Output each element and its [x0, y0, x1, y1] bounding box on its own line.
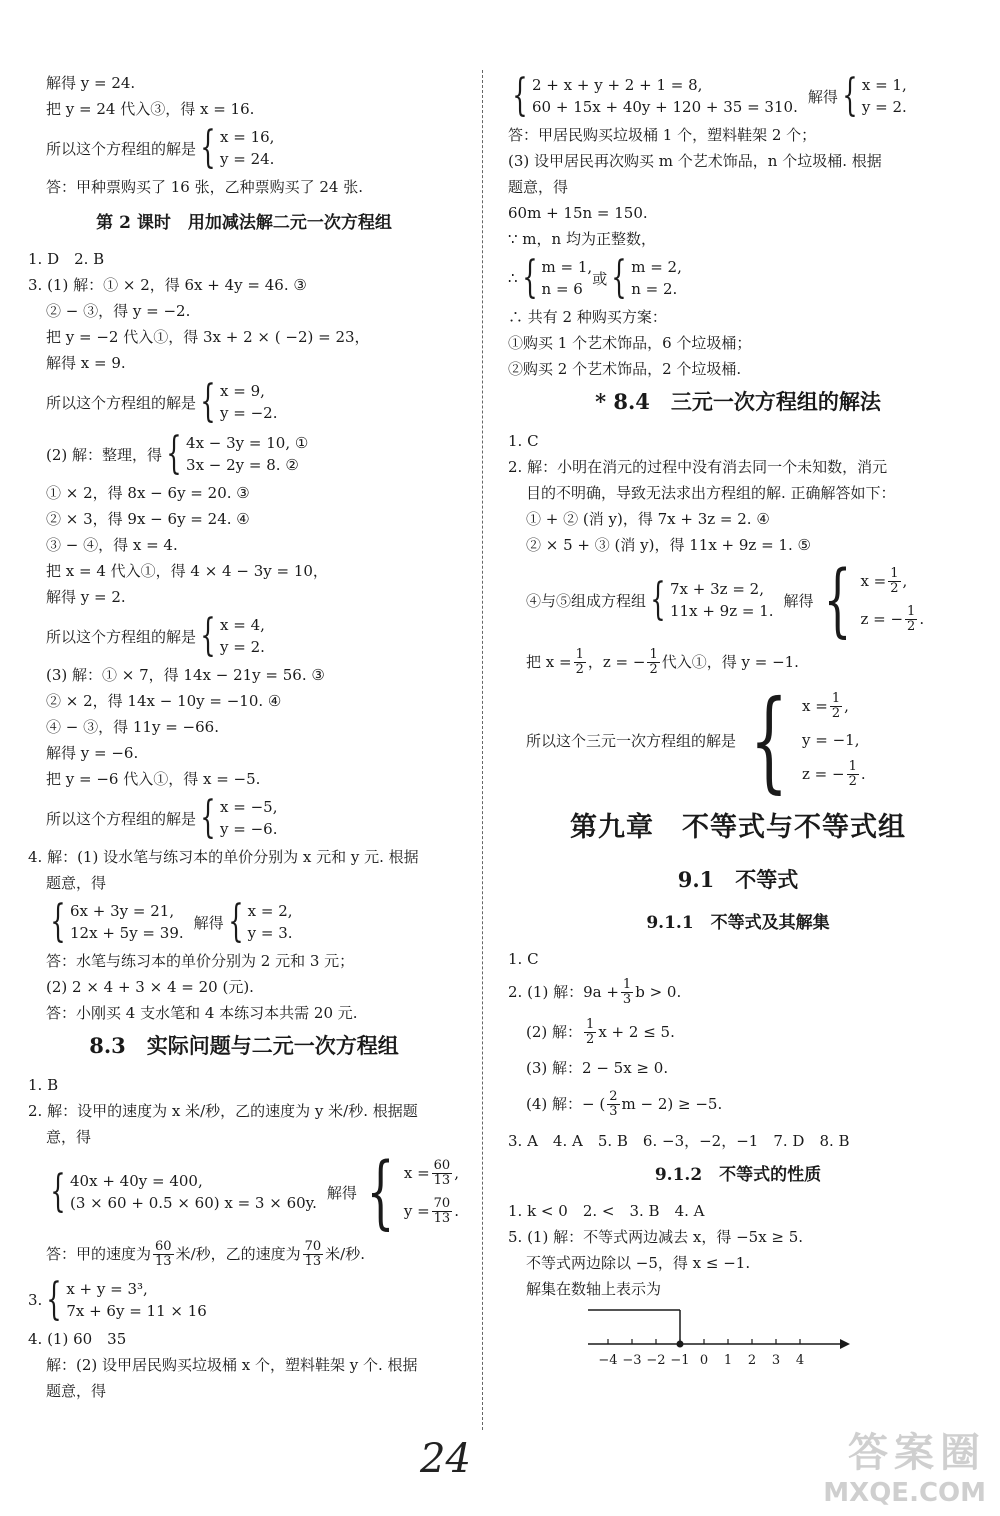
answer-line: 1. C	[508, 950, 539, 968]
section-title: 8.3 实际问题与二元一次方程组	[89, 1033, 399, 1058]
equation-system: 所以这个方程组的解是 { x = 9, y = −2.	[46, 376, 278, 427]
text-line: 60m + 15n = 150.	[508, 204, 648, 222]
left-column	[28, 70, 460, 1404]
answer-line: 3. A 4. A 5. B 6. −3，−2，−1 7. D 8. B	[508, 1132, 850, 1150]
text-line: (2) 2 × 4 + 3 × 4 = 20 (元).	[46, 978, 254, 996]
equation-system: ∴ { m = 1, n = 6 或 { m = 2, n = 2.	[508, 252, 682, 303]
text-line: ④ − ③，得 11y = −66.	[46, 718, 219, 736]
number-line-tick-label: 4	[795, 1353, 805, 1368]
answer-line: 1. B	[28, 1076, 59, 1094]
text-line: 5. (1) 解：不等式两边减去 x，得 −5x ≥ 5.	[508, 1228, 804, 1246]
text-line: ②购买 2 个艺术饰品，2 个垃圾桶.	[508, 360, 742, 378]
text-line: 不等式两边除以 −5，得 x ≤ −1.	[526, 1254, 751, 1272]
section-title: * 8.4 三元一次方程组的解法	[595, 389, 881, 414]
column-divider	[482, 70, 483, 1430]
equation-system: 3. { x + y = 3³, 7x + 6y = 11 × 16	[28, 1274, 207, 1325]
text-line: 2. 解：小明在消元的过程中没有消去同一个未知数，消元	[508, 458, 888, 476]
text-line: 解得 x = 9.	[46, 354, 126, 372]
answer-line: 4. (1) 60 35	[28, 1330, 127, 1348]
text-line: (3) 解：2 − 5x ≥ 0.	[526, 1059, 669, 1077]
text-line: 答：甲的速度为 $\frac{60}{13}$ 米/秒，乙的速度为 $\frac{70}{13}$ 米/秒.	[46, 1238, 365, 1269]
text-line: 把 y = −6 代入①，得 x = −5.	[46, 770, 261, 788]
number-line-tick-label: 0	[699, 1353, 709, 1368]
text-line: (2) 解： $\frac{1}{2}$ x + 2 ≤ 5.	[526, 1016, 675, 1047]
text-line: 解：(2) 设甲居民购买垃圾桶 x 个，塑料鞋架 y 个. 根据	[46, 1356, 418, 1374]
equation-system: 所以这个方程组的解是 { x = 16, y = 24.	[46, 122, 275, 173]
number-line-tick-label: −2	[646, 1353, 666, 1368]
text-line: 解得 y = −6.	[46, 744, 139, 762]
watermark-logo: 答案圈	[848, 1430, 986, 1476]
answer-line: 1. k < 0 2. < 3. B 4. A	[508, 1202, 705, 1220]
equation-system: 所以这个方程组的解是 { x = 4, y = 2.	[46, 610, 265, 661]
text-line: ② − ③，得 y = −2.	[46, 302, 191, 320]
text-line: ① + ② (消 y)，得 7x + 3z = 2. ④	[526, 510, 770, 528]
text-line: 4. 解：(1) 设水笔与练习本的单价分别为 x 元和 y 元. 根据	[28, 848, 419, 866]
lesson-title: 第 2 课时 用加减法解二元一次方程组	[96, 213, 392, 233]
text-line: 把 y = 24 代入③，得 x = 16.	[46, 100, 255, 118]
number-line-tick-label: 1	[723, 1353, 733, 1368]
equation-system: (2) 解：整理，得 { 4x − 3y = 10, ① 3x − 2y = 8. ②	[46, 428, 309, 479]
number-line-tick-label: 2	[747, 1353, 757, 1368]
text-line: ①购买 1 个艺术饰品，6 个垃圾桶；	[508, 334, 752, 352]
text-line: 题意，得	[508, 178, 569, 196]
number-line-tick-label: −1	[670, 1353, 690, 1368]
brace: {	[200, 122, 216, 173]
text-line: ② × 2，得 14x − 10y = −10. ④	[46, 692, 282, 710]
watermark-url: MXQE.COM	[823, 1478, 986, 1508]
equation-system: { 6x + 3y = 21, 12x + 5y = 39. 解得 { x = 2, y = 3.	[50, 896, 293, 947]
solution-point	[677, 1341, 684, 1348]
text-line: ③ − ④，得 x = 4.	[46, 536, 178, 554]
number-line-tick-label: −3	[622, 1353, 642, 1368]
page-number: 24	[420, 1436, 471, 1482]
equation-system: 所以这个方程组的解是 { x = −5, y = −6.	[46, 792, 278, 843]
equation-system: ④与⑤组成方程组 { 7x + 3z = 2, 11x + 9z = 1. 解得 { x = $\frac{1}{2}$ , z = − $\frac{1}{2}$ .	[526, 553, 925, 646]
text-line: 意，得	[46, 1128, 92, 1146]
text-line: ∴ 共有 2 种购买方案：	[508, 308, 667, 326]
text-line: (4) 解：− ( $\frac{2}{3}$ m − 2) ≥ −5.	[526, 1088, 723, 1119]
text-line: 解得 y = 24.	[46, 74, 136, 92]
answer-line: 1. C	[508, 432, 539, 450]
text-line: (3) 解：① × 7，得 14x − 21y = 56. ③	[46, 666, 325, 684]
right-column	[508, 70, 968, 1378]
text-line: 解得 y = 2.	[46, 588, 126, 606]
text-line: ② × 3，得 9x − 6y = 24. ④	[46, 510, 250, 528]
number-line-arrow	[840, 1339, 850, 1349]
equation-system: { 2 + x + y + 2 + 1 = 8, 60 + 15x + 40y + 120 + 35 = 310. 解得 { x = 1, y = 2.	[512, 70, 907, 121]
number-line-tick-label: 3	[771, 1353, 781, 1368]
equation-system: { 40x + 40y = 400, (3 × 60 + 0.5 × 60) x = 3 × 60y. 解得 { x = $\frac{60}{13}$ , y = $\frac{70}{13}$ .	[50, 1145, 459, 1238]
text-line: 把 x = $\frac{1}{2}$ ，z = − $\frac{1}{2}$ 代入①，得 y = −1.	[526, 646, 799, 677]
text-line: 2. 解：设甲的速度为 x 米/秒，乙的速度为 y 米/秒. 根据题	[28, 1102, 418, 1120]
chapter-title: 第九章 不等式与不等式组	[570, 812, 906, 843]
equation-system: 所以这个三元一次方程组的解是 { x = $\frac{1}{2}$ , y = −1, z = − $\frac{1}{2}$ .	[526, 676, 866, 804]
text-line: 答：甲种票购买了 16 张，乙种票购买了 24 张.	[46, 178, 364, 196]
number-line	[588, 1304, 858, 1374]
text-line: 题意，得	[46, 1382, 107, 1400]
text-line: 题意，得	[46, 874, 107, 892]
text-line: ② × 5 + ③ (消 y)，得 11x + 9z = 1. ⑤	[526, 536, 811, 554]
answer-line: 1. D 2. B	[28, 250, 105, 268]
number-line-tick-label: −4	[598, 1353, 618, 1368]
subsection-title: 9.1.2 不等式的性质	[654, 1165, 822, 1185]
subsection-title: 9.1.1 不等式及其解集	[646, 913, 830, 933]
text-line: 3. (1) 解：① × 2，得 6x + 4y = 46. ③	[28, 276, 307, 294]
text-line: 把 y = −2 代入①，得 3x + 2 × ( −2) = 23，	[46, 328, 370, 346]
text-line: 解集在数轴上表示为	[526, 1280, 662, 1298]
text-line: 答：甲居民购买垃圾桶 1 个，塑料鞋架 2 个；	[508, 126, 817, 144]
text-line: ∵ m，n 均为正整数，	[508, 230, 656, 248]
section-title: 9.1 不等式	[677, 867, 799, 892]
text-line: 答：水笔与练习本的单价分别为 2 元和 3 元；	[46, 952, 355, 970]
text-line: 2. (1) 解：9a + $\frac{1}{3}$ b > 0.	[508, 976, 682, 1007]
text-line: 答：小刚买 4 支水笔和 4 本练习本共需 20 元.	[46, 1004, 358, 1022]
text-line: 把 x = 4 代入①，得 4 × 4 − 3y = 10，	[46, 562, 328, 580]
text-line: 目的不明确，导致无法求出方程组的解. 正确解答如下：	[526, 484, 896, 502]
text-line: (3) 设甲居民再次购买 m 个艺术饰品，n 个垃圾桶. 根据	[508, 152, 882, 170]
text-line: ① × 2，得 8x − 6y = 20. ③	[46, 484, 250, 502]
watermark	[823, 1421, 986, 1508]
